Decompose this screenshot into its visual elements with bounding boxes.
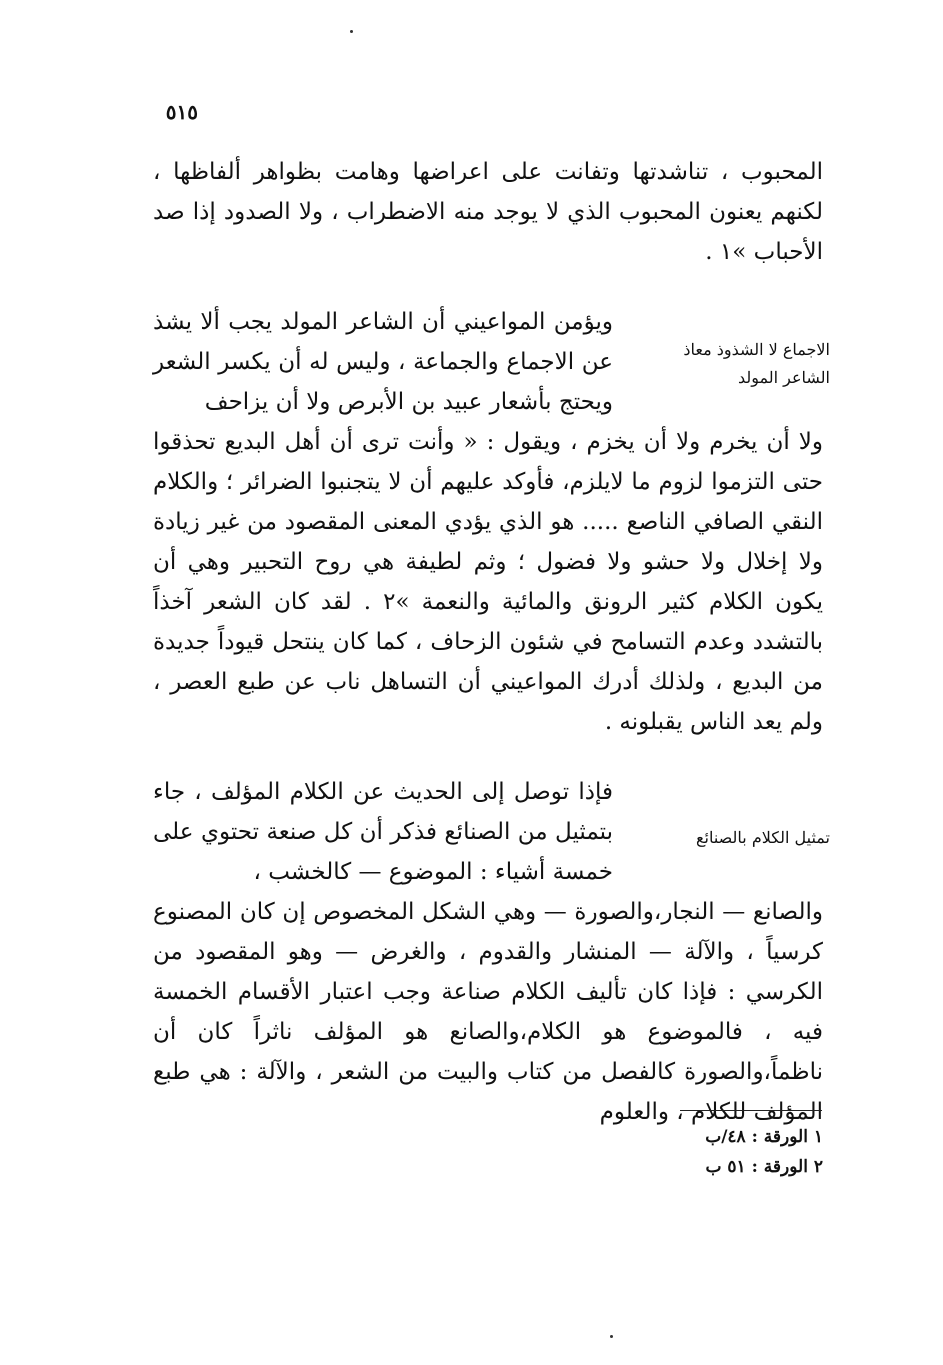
paragraph-2-indented: ويؤمن المواعيني أن الشاعر المولد يجب ألا يشذ عن الاجماع والجماعة ، وليس له أن يكسر الشعر ويحتج بأشعار عبيد بن الأبرص ولا أن يزاحف — [153, 309, 613, 415]
scan-speck-bottom — [610, 1335, 613, 1338]
side-note-crafts: تمثيل الكلام بالصنائع — [695, 828, 830, 847]
paragraph-2-continued: ولا أن يخرم ولا أن يخزم ، ويقول : « وأنت ترى أن أهل البديع تحذقوا حتى التزموا لزوم ما لايلزم، فأوكد عليهم أن لا يتجنبوا الضرائر ؛ والكلام النقي الصافي الناصع ..... هو الذي يؤدي المعنى المقصود من غير زيادة ولا إخلال ولا حشو ولا فضول ؛ وثم لطيفة هي روح التحبير وهي أن يكون الكلام كثير الرونق والمائية والنعمة »٢ . لقد كان الشعر آخذاً بالتشدد وعدم التسامح في شئون الزحاف ، كما كان ينتحل قيوداً جديدة من البديع ، ولذلك أدرك المواعيني أن التساهل ناب عن طبع العصر ، ولم يعد الناس يقبلونه . — [153, 429, 824, 735]
paragraph-3-continued: والصانع — النجار،والصورة — وهي الشكل المخصوص إن كان المصنوع كرسياً ، والآلة — المنشار والقدوم ، والغرض — وهو المقصود من الكرسي : فإذا كان تأليف الكلام صناعة وجب اعتبار الأقسام الخمسة فيه ، فالموضوع هو الكلام،والصانع هو المؤلف ناثراً كان أن ناظماً،والصورة كالفصل من كتاب والبيت من الشعر ، والآلة : هي طبع المؤلف للكلام ، والعلوم — [153, 899, 823, 1125]
paragraph-3-indented: فإذا توصل إلى الحديث عن الكلام المؤلف ، جاء بتمثيل من الصنائع فذكر أن كل صنعة تحتوي على خمسة أشياء : الموضوع — كالخشب ، — [153, 779, 613, 885]
scan-speck — [350, 30, 353, 33]
footnote-2: ٢ الورقة : ٥١ ب — [705, 1157, 823, 1177]
side-note-consensus: الاجماع لا الشذوذ معاذ الشاعر المولد — [683, 340, 830, 387]
page-number: ٥١٥ — [165, 100, 198, 124]
footnote-1: ١ الورقة : ٤٨/ب — [705, 1127, 823, 1147]
footnote-divider — [680, 1110, 822, 1111]
paragraph-1: المحبوب ، تناشدتها وتفانت على اعراضها وهامت بظواهر ألفاظها ، لكنهم يعنون المحبوب الذي لا يوجد منه الاضطراب ، ولا الصدود إذا صد الأحباب »١ . — [153, 159, 823, 265]
footnotes — [573, 1122, 823, 1182]
